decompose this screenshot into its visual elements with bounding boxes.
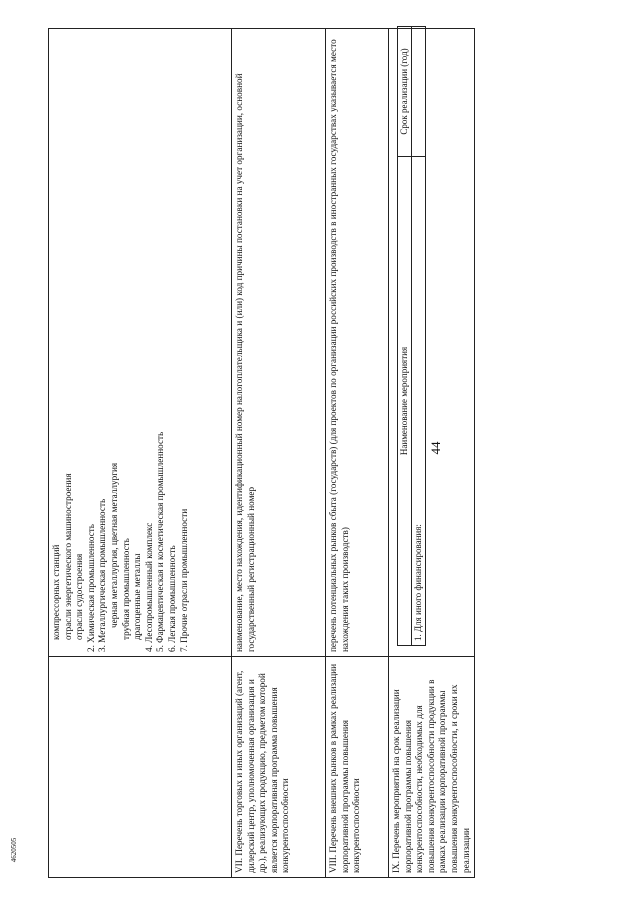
row-content-cell [389,29,475,657]
section-viii-label: VIII. Перечень внешних рынков в рамках реализации корпоративной программы повышения конкурентоспособности [328,663,362,873]
section-ix-label: IX. Перечень мероприятий на срок реализации корпоративной программы повышения конкурентоспособности, необходимых для повышения конкурентоспособности продукции в рамках реализации корпоративной программы повышения конкурентоспособности, и сроки их реализации [391,679,471,873]
table-row [49,29,232,878]
industry-list-item: 5. Фармацевтическая и косметическая промышленность [155,431,166,652]
row-content-cell [326,29,389,657]
program-table [48,28,475,878]
measures-table [397,26,426,646]
measures-header-row [398,27,412,646]
row-label-cell [389,657,475,878]
industry-list-item: отрасли энергетического машиностроения [62,473,73,640]
measures-header-term: Срок реализации (год) [398,27,412,157]
industry-list-cell [49,29,232,657]
industry-list-item: 3. Металлургическая промышленность [97,498,108,652]
industry-list-item: драгоценные металлы [132,553,143,640]
row-label-cell [49,657,232,878]
industry-list-item: компрессорных станций [51,544,61,640]
measures-row [412,27,426,646]
table-row [389,29,475,878]
document-code: 4620505 [10,837,18,863]
row-content-cell [232,29,326,657]
industry-list-item: 2. Химическая промышленность [85,524,96,652]
industry-list-item: 4. Лесопромышленный комплекс [143,522,154,652]
industry-list-item: 7. Прочие отрасли промышленности [178,508,189,652]
section-vii-content: наименование, место нахождения, идентификационный номер налогоплательщика и (или) код причины постановки на учет организации, основной государственный регистрационный номер [234,73,256,652]
table-row [232,29,326,878]
industry-list-item: трубная промышленность [120,538,131,640]
rotated-page [48,28,471,878]
measures-cell-term [412,27,426,157]
measures-header-name: Наименование мероприятия [398,157,412,646]
table-row [326,29,389,878]
measures-cell-name: 1. Для иного финансирования: [412,157,426,646]
industry-list [51,33,190,652]
page-number: 44 [428,441,443,455]
industry-list-item: 6. Легкая промышленность [166,545,177,652]
row-label-cell [232,657,326,878]
industry-list-item: отрасли судостроения [74,553,85,640]
section-vii-label: VII. Перечень торговых и иных организаций (агент, дилерский центр, уполномоченная организация и др.), реализующих продукцию, предметом которой является корпоративная программа повышения конкурентоспособности [234,670,291,873]
section-viii-content: перечень потенциальных рынков сбыта (государств) (для проектов по организации российских производств в иностранных государствах указывается место нахождения таких производств) [328,39,350,652]
industry-list-item: черная металлургия, цветная металлургия [108,462,119,628]
row-label-cell [326,657,389,878]
